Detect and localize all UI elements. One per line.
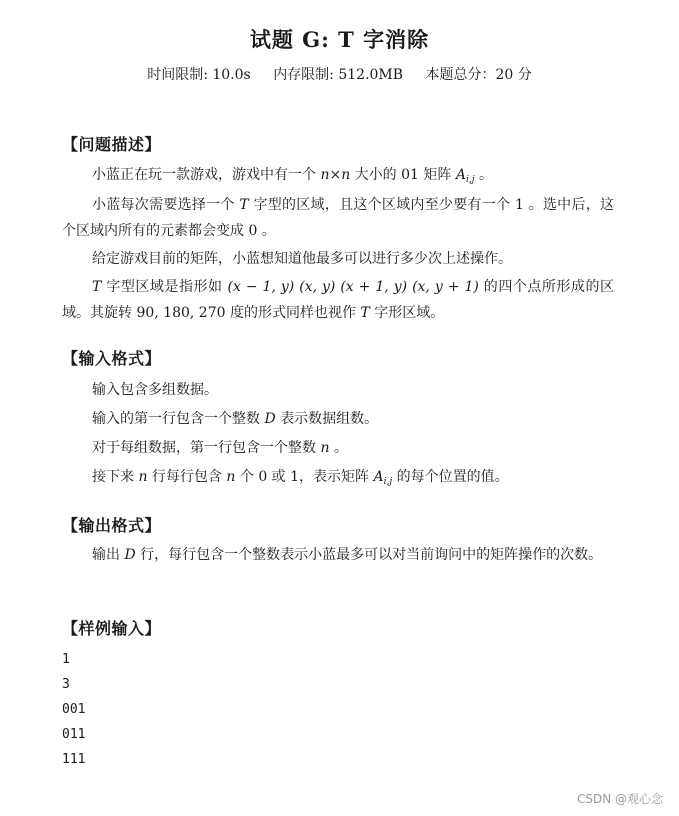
sample-line: 011 — [62, 727, 86, 742]
input-line-2: 输入的第一行包含一个整数 D 表示数据组数。 — [92, 411, 379, 427]
problem-title: 试题 G: T 字消除 — [249, 27, 430, 52]
sample-line: 3 — [62, 677, 70, 692]
description-paragraph-2: 小蓝每次需要选择一个 T 字型的区域，且这个区域内至少要有一个 1 。选中后，这个区域内所有的元素都会变成 0 。 — [62, 197, 614, 239]
total-score: 本题总分：20 分 — [425, 67, 532, 83]
problem-meta — [0, 64, 679, 84]
input-line-3: 对于每组数据，第一行包含一个整数 n 。 — [92, 440, 348, 456]
sample-line: 001 — [62, 702, 86, 717]
output-paragraph: 输出 D 行，每行包含一个整数表示小蓝最多可以对当前询问中的矩阵操作的次数。 — [92, 547, 603, 563]
input-line-4: 接下来 n 行每行包含 n 个 0 或 1，表示矩阵 $A_{i,j}$ 的每个位置的值。 — [92, 469, 509, 487]
input-line-1: 输入包含多组数据。 — [92, 382, 218, 398]
watermark: CSDN @观心念 — [576, 792, 663, 806]
input-format-heading: 【输入格式】 — [62, 349, 162, 368]
memory-limit: 内存限制: 512.0MB — [273, 67, 404, 83]
sample-line: 111 — [62, 752, 86, 767]
output-format-heading: 【输出格式】 — [62, 516, 162, 535]
problem-description-heading: 【问题描述】 — [62, 135, 162, 154]
description-paragraph-3: 给定游戏目前的矩阵，小蓝想知道他最多可以进行多少次上述操作。 — [92, 251, 512, 267]
description-paragraph-4: T 字型区域是指形如 (x − 1, y) (x, y) (x + 1, y) (x, y + 1) 的四个点所形成的区域。其旋转 90, 180, 270 度的形式同样也视作 T 字形区域。 — [62, 279, 614, 321]
sample-input-heading: 【样例输入】 — [62, 619, 162, 638]
time-limit: 时间限制: 10.0s — [147, 67, 251, 83]
description-paragraph-1: 小蓝正在玩一款游戏，游戏中有一个 n×n 大小的 01 矩阵 $A_{i,j}$ 。 — [92, 167, 493, 185]
sample-line: 1 — [62, 652, 70, 667]
